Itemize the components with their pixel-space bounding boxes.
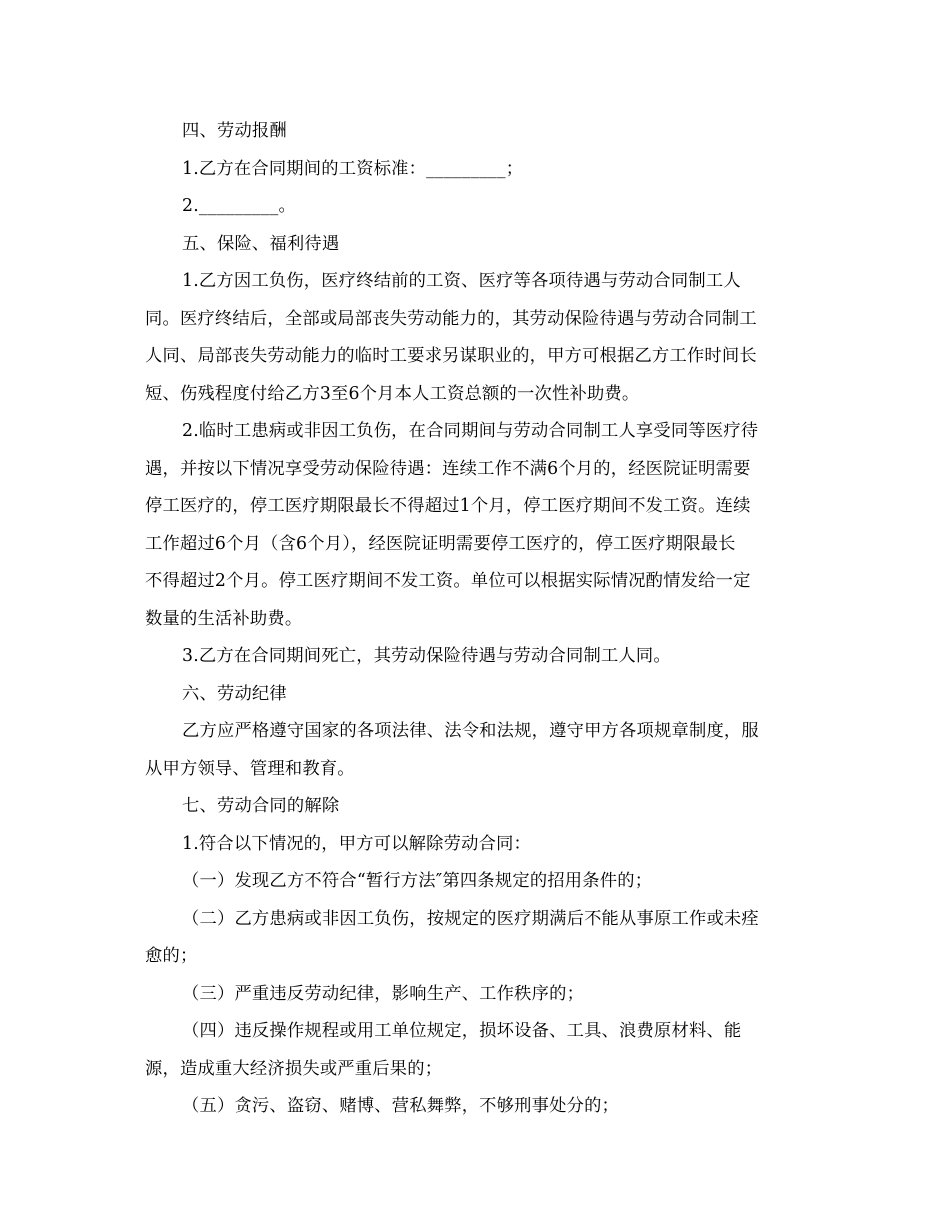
paragraph-line: 六、劳动纪律 [182,683,287,704]
section-heading-insurance [145,226,805,264]
paragraph-line: 七、劳动合同的解除 [182,796,340,816]
paragraph-line: （五）贪污、盗窃、赌博、营私舞弊，不够刑事处分的； [182,1096,620,1116]
paragraph-line: （二）乙方患病或非因工负伤，按规定的医疗期满后不能从事原工作或未痊 [182,908,759,929]
paragraph-line: 短、伤残程度付给乙方3至6个月本人工资总额的一次性补助费。 [145,383,640,404]
paragraph-line: （一）发现乙方不符合“暂行方法″第四条规定的招用条件的； [182,871,653,891]
paragraph-line: 停工医疗的，停工医疗期限最长不得超过1个月，停工医疗期间不发工资。连续 [145,496,751,516]
paragraph-line: 1.符合以下情况的，甲方可以解除劳动合同： [182,833,532,854]
document-body [145,113,805,1126]
list-item-5 [145,1088,805,1126]
paragraph-line: 数量的生活补助费。 [145,608,303,629]
list-item-2 [145,901,805,976]
paragraph-line: 1.乙方在合同期间的工资标准：_________； [182,158,524,179]
paragraph-line: 从甲方领导、管理和教育。 [145,758,355,779]
clause-death-benefit [145,638,805,676]
paragraph-line: 乙方应严格遵守国家的各项法律、法令和法规，遵守甲方各项规章制度，服 [182,721,759,741]
paragraph-line: 1.乙方因工负伤，医疗终结前的工资、医疗等各项待遇与劳动合同制工人 [182,271,741,291]
paragraph-line: 遇，并按以下情况享受劳动保险待遇：连续工作不满6个月的，经医院证明需要 [145,458,751,479]
section-heading-termination [145,788,805,826]
paragraph-line: 源，造成重大经济损失或严重后果的； [145,1058,443,1079]
clause-termination-conditions [145,826,805,864]
paragraph-line: （四）违反操作规程或用工单位规定，损坏设备、工具、浪费原材料、能 [182,1021,742,1041]
paragraph-line: 人同、局部丧失劳动能力的临时工要求另谋职业的，甲方可根据乙方工作时间长 [145,346,757,366]
paragraph-line: 四、劳动报酬 [182,121,287,141]
paragraph-line: 愈的； [145,946,198,966]
clause-discipline [145,713,805,788]
paragraph-line: 同。医疗终结后，全部或局部丧失劳动能力的，其劳动保险待遇与劳动合同制工 [145,308,757,329]
paragraph-line: 五、保险、福利待遇 [182,233,340,254]
section-heading-labor-pay [145,113,805,151]
paragraph-line: 2.临时工患病或非因工负伤，在合同期间与劳动合同制工人享受同等医疗待 [182,421,759,441]
clause-salary-standard [145,151,805,189]
section-heading-discipline [145,676,805,714]
paragraph-line: 2._________。 [182,196,296,216]
paragraph-line: （三）严重违反劳动纪律，影响生产、工作秩序的； [182,983,585,1004]
paragraph-line: 3.乙方在合同期间死亡，其劳动保险待遇与劳动合同制工人同。 [182,646,671,666]
list-item-4 [145,1013,805,1088]
clause-blank-2 [145,188,805,226]
list-item-3 [145,976,805,1014]
list-item-1 [145,863,805,901]
paragraph-line: 工作超过6个月（含6个月），经医院证明需要停工医疗的，停工医疗期限最长 [145,533,736,554]
paragraph-line: 不得超过2个月。停工医疗期间不发工资。单位可以根据实际情况酌情发给一定 [145,571,751,591]
clause-work-injury [145,263,805,413]
clause-illness-leave [145,413,805,638]
